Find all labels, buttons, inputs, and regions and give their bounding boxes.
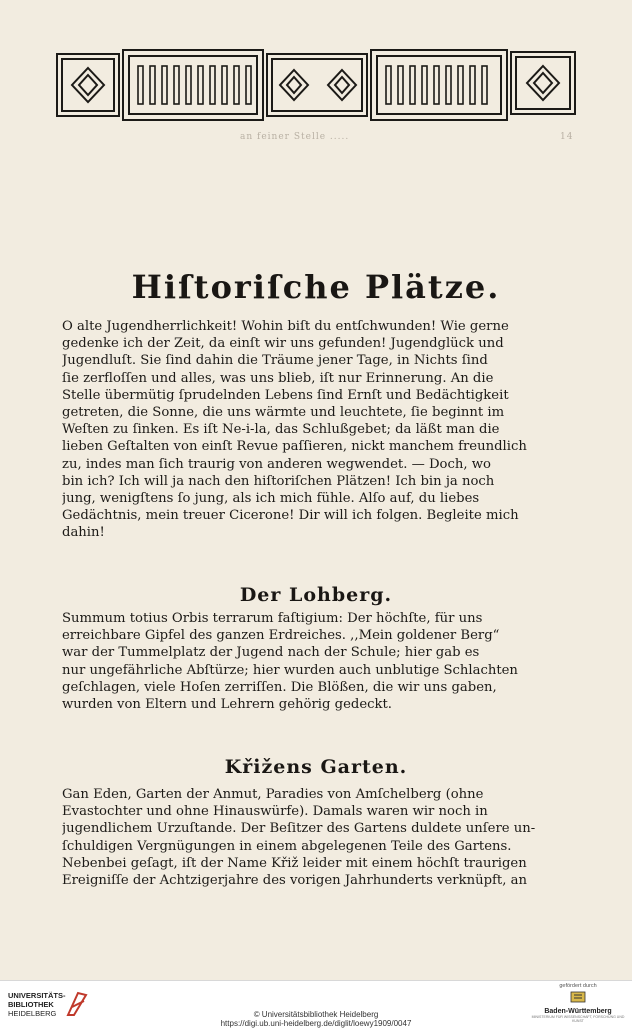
bleed-through-number: 14 [560,132,574,142]
footer-bar [0,980,632,1029]
decorative-header-ornament [56,48,578,122]
uni-line-3: HEIDELBERG [8,1009,57,1018]
text-line: getreten, die Sonne, die uns wärmte und leuchtete, ſie beginnt im [62,405,505,421]
uni-line-2: BIBLIOTHEK [8,1000,54,1009]
text-line: nur ungefährliche Abſtürze; hier wurden auch unblutige Schlachten [62,662,518,678]
text-line: Summum totius Orbis terrarum faſtigium: Der höchſte, für uns [62,611,483,626]
text-line: Stelle übermütig ſprudelnden Lebens ſind Ernſt und Bedächtigkeit [62,387,509,403]
text-line: Evastochter und ohne Hinauswürfe). Damals waren wir noch in [62,804,488,820]
text-line: lieben Geſtalten von einſt Revue paſſieren, nickt manchem freundlich [62,439,527,455]
funded-by-label: gefördert durch [559,983,597,989]
text-line: Gan Eden, Garten der Anmut, Paradies von Amſchelberg (ohne [62,787,484,802]
text-line: geſchlagen, viele Hoſen zerriſſen. Die Blößen, die wir uns gaben, [62,679,497,695]
text-line: Jugendluſt. Sie ſind dahin die Träume jener Tage, in Nichts ſind [62,353,488,369]
text-line: jugendlichem Urzuſtande. Der Beſitzer des Gartens duldete unſere un- [62,821,536,837]
permalink-url[interactable]: https://digi.ub.uni-heidelberg.de/diglit/loewy1909/0047 [220,1019,412,1028]
funder-logo [528,983,628,1023]
text-line: zu, indes man ſich traurig von anderen wegwendet. — Doch, wo [62,456,491,472]
garden-paragraph [62,786,582,889]
text-line: erreichbare Gipfel des ganzen Erdreiches. ,,Mein goldener Berg“ [62,628,500,644]
text-line: Weſten zu ſinken. Es iſt Ne-i-la, das Schlußgebet; da läßt man die [62,422,500,438]
text-line: wurden von Eltern und Lehrern gehörig gedeckt. [62,697,392,713]
text-line: ſie zerfloſſen und alles, was uns blieb, iſt nur Erinnerung. An die [62,370,494,386]
text-line: dahin! [62,525,105,541]
coat-of-arms-icon [569,989,587,1003]
text-line: gedenke ich der Zeit, da einſt wir uns gefunden! Jugendglück und [62,336,504,352]
text-line: Gedächtnis, mein treuer Cicerone! Dir will ich folgen. Begleite mich [62,508,519,524]
text-line: Nebenbei geſagt, iſt der Name Křiž leider mit einem höchſt traurigen [62,855,527,871]
copyright-text: © Universitätsbibliothek Heidelberg [253,1010,379,1019]
uni-line-1: UNIVERSITÄTS- [8,991,66,1000]
ministry-name: MINISTERIUM FÜR WISSENSCHAFT, FORSCHUNG UND KUNST [531,1015,625,1023]
text-line: O alte Jugendherrlichkeit! Wohin biſt du entſchwunden! Wie gerne [62,319,509,334]
page-title: Hiſtoriſche Plätze. [131,268,501,306]
text-line: bin ich? Ich will ja nach den hiſtoriſchen Plätzen! Ich bin ja noch [62,473,495,489]
section-heading-garden: Křižens Garten. [224,756,408,778]
text-line: ſchuldigen Vergnügungen in einem abgelegenen Teile des Gartens. [62,838,512,854]
section-heading-lohberg: Der Lohberg. [239,584,393,606]
state-name: Baden-Württemberg [544,1008,612,1015]
text-line: war der Tummelplatz der Jugend nach der Schule; hier gab es [62,645,480,661]
intro-paragraph [62,318,582,542]
text-line: jung, wenigſtens ſo jung, als ich mich fühle. Alſo auf, du liebes [62,491,480,507]
text-line: Ereigniſſe der Achtzigerjahre des vorigen Jahrhunderts verknüpft, an [62,873,527,889]
bleed-through-text: an feiner Stelle ..... [240,132,350,142]
lohberg-paragraph [62,610,582,713]
